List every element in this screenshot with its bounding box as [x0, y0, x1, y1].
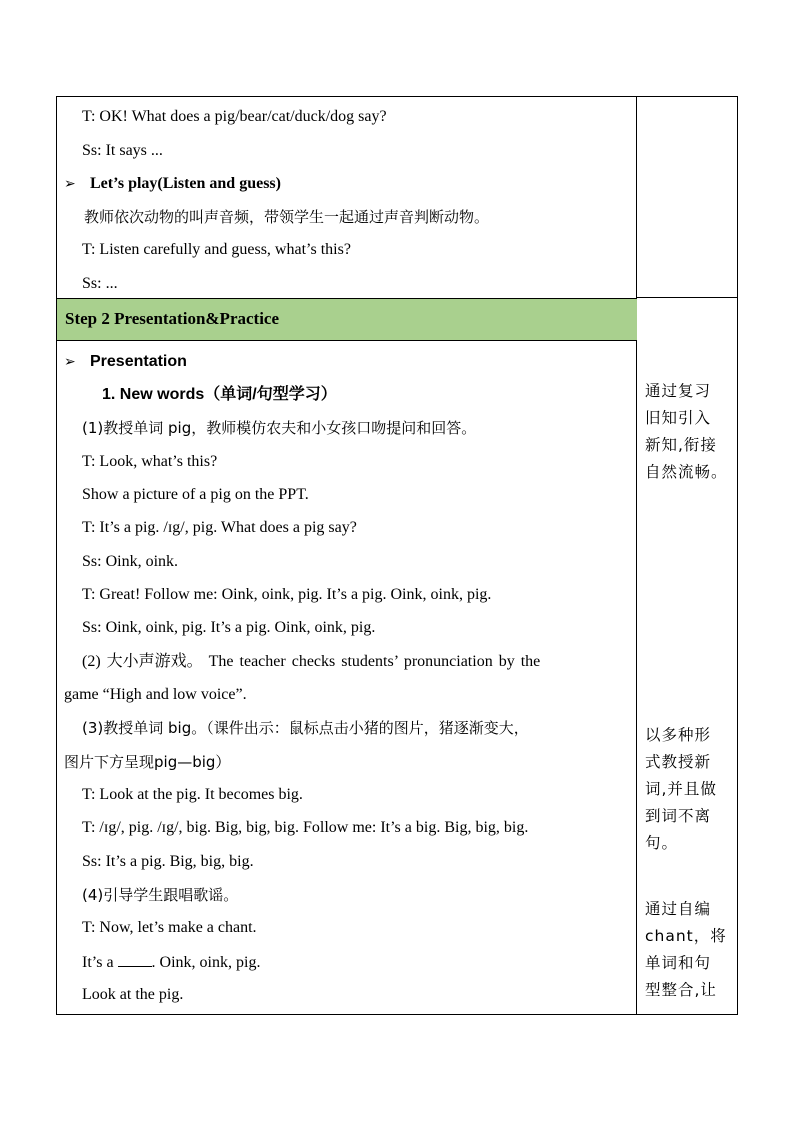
new-words-heading: 1. New words（单词/句型学习） — [102, 386, 337, 403]
top-line-3: 教师依次动物的叫声音频，带领学生一起通过声音判断动物。 — [84, 208, 490, 226]
column-divider — [636, 96, 637, 1015]
note-line: 新知,衔接 — [645, 436, 717, 454]
step-header — [57, 298, 637, 341]
side-note-3 — [645, 896, 733, 1004]
presentation-heading: ➢ Presentation — [64, 353, 187, 370]
p-line-4: T: It’s a pig. /ɪg/, pig. What does a pig say? — [82, 519, 357, 536]
row-divider — [636, 297, 738, 298]
p-line-3: Show a picture of a pig on the PPT. — [82, 486, 309, 503]
p-line-15: (4)引导学生跟唱歌谣。 — [82, 886, 239, 904]
chant-line — [82, 952, 260, 973]
p-line-11: 图片下方呈现pig—big） — [64, 753, 231, 771]
top-line-1: T: OK! What does a pig/bear/cat/duck/dog say? — [82, 108, 387, 125]
note-line: 通过自编 — [645, 900, 712, 918]
top-line-5: Ss: ... — [82, 275, 118, 292]
note-line: 单词和句 — [645, 954, 712, 972]
side-note-1 — [645, 378, 733, 486]
note-line: 句。 — [645, 834, 679, 852]
note-line: 到词不离 — [645, 807, 712, 825]
top-line-2: Ss: It says ... — [82, 142, 163, 159]
note-line: 旧知引入 — [645, 409, 712, 427]
p-line-14: Ss: It’s a pig. Big, big, big. — [82, 853, 254, 870]
note-line: 以多种形 — [645, 726, 712, 744]
top-line-4: T: Listen carefully and guess, what’s this? — [82, 241, 351, 258]
p-line-5: Ss: Oink, oink. — [82, 553, 179, 570]
chant-start: It’s a — [82, 954, 114, 971]
p-line-12: T: Look at the pig. It becomes big. — [82, 786, 303, 803]
p-line-8: (2) 大小声游戏。 The teacher checks students’ pronunciation by the — [82, 653, 541, 670]
blank-underline — [118, 952, 152, 967]
p-line-16: T: Now, let’s make a chant. — [82, 919, 257, 936]
p-line-10: (3)教授单词 big。（课件出示：鼠标点击小猪的图片，猪逐渐变大， — [82, 719, 529, 737]
p-line-7: Ss: Oink, oink, pig. It’s a pig. Oink, oink, pig. — [82, 619, 376, 636]
step-title: Step 2 Presentation&Practice — [65, 309, 280, 328]
p-line-1: (1)教授单词 pig，教师模仿农夫和小女孩口吻提问和回答。 — [82, 419, 477, 437]
note-line: 式教授新 — [645, 753, 712, 771]
arrow-bullet-icon: ➢ — [64, 354, 76, 370]
note-line: 自然流畅。 — [645, 463, 728, 481]
chant-end: . Oink, oink, pig. — [151, 954, 261, 971]
p-line-9: game “High and low voice”. — [64, 686, 247, 703]
p-line-6: T: Great! Follow me: Oink, oink, pig. It’s a pig. Oink, oink, pig. — [82, 586, 492, 603]
arrow-bullet-icon: ➢ — [64, 176, 76, 192]
p-line-2: T: Look, what’s this? — [82, 453, 218, 470]
lets-play-heading: ➢ Let’s play(Listen and guess) — [64, 175, 281, 192]
p-line-18: Look at the pig. — [82, 986, 184, 1003]
note-line: 型整合,让 — [645, 981, 717, 999]
note-line: 通过复习 — [645, 382, 712, 400]
note-line: chant，将 — [645, 927, 727, 945]
note-line: 词,并且做 — [645, 780, 717, 798]
side-note-2 — [645, 722, 733, 857]
p-line-13: T: /ɪg/, pig. /ɪg/, big. Big, big, big. Follow me: It’s a big. Big, big, big. — [82, 819, 529, 836]
